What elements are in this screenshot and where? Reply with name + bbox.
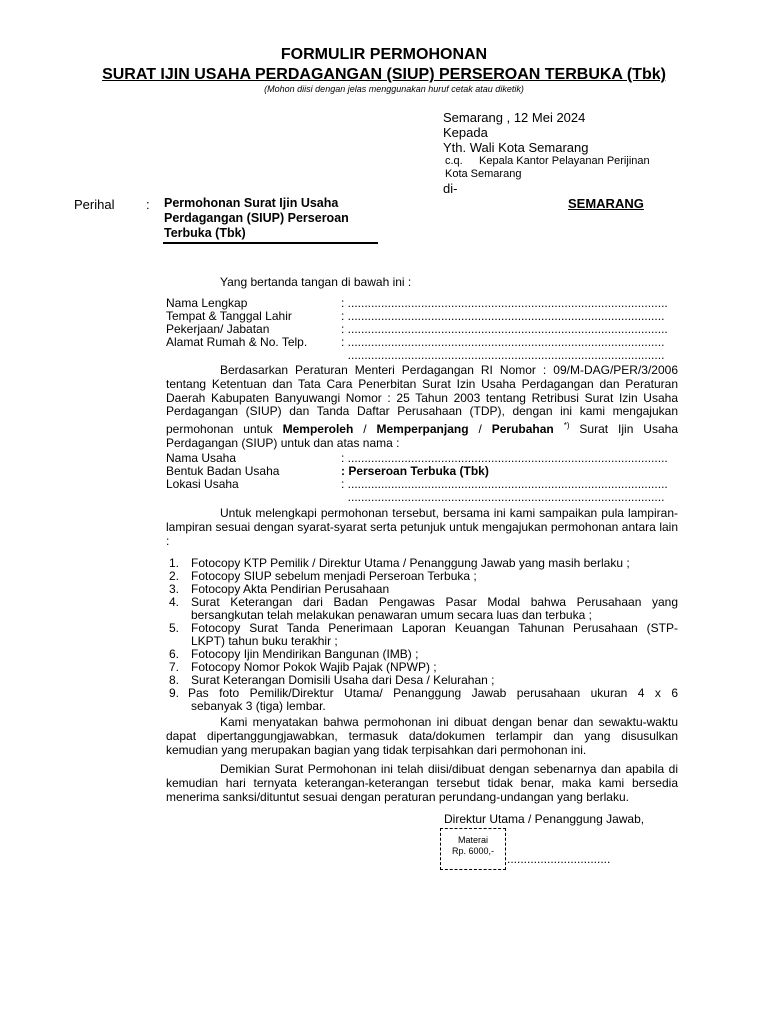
attachment-num: 2.	[169, 569, 180, 583]
materai-label: Materai	[457, 835, 488, 845]
materai-amount: Rp. 6000,-	[451, 846, 495, 856]
option-memperoleh: Memperoleh	[282, 422, 354, 437]
attachment-num: 6.	[169, 647, 180, 661]
address-di: di-	[443, 181, 458, 196]
company-type-label: Bentuk Badan Usaha	[166, 464, 280, 478]
attachment-item: Fotocopy KTP Pemilik / Direktur Utama / Penanggung Jawab yang masih berlaku ;	[191, 556, 630, 570]
attachment-item-cont: LKPT) tahun buku terakhir ;	[191, 634, 338, 648]
company-location-field[interactable]: : ................................................................................................	[341, 477, 668, 491]
attachment-item: Fotocopy Surat Tanda Penerimaan Laporan Keuangan Tahunan Perusahaan (STP-	[191, 621, 678, 635]
company-location-field-extra[interactable]: ...............................................................................................	[341, 490, 665, 504]
address-cq-prefix: c.q.	[445, 155, 463, 167]
address-cq-line2: Kota Semarang	[445, 168, 522, 180]
regulation-text-a: Berdasarkan Peraturan Menteri Perdagangan RI Nomor : 09/M-DAG/PER/3/2006 tentang Ketentuan dan Tata Cara Penerbitan Surat Izin Usaha Perdagangan dan Peraturan Daerah Kabupaten Banyuwangi Nomor : 25 Tahun 2003 tentang Retribusi Surat Izin Usaha Perdagangan (SIUP) dan Tanda Daftar Perusahaan (TDP), dengan ini kami mengajukan permohonan untuk	[166, 363, 678, 437]
attachment-item: Surat Keterangan dari Badan Pengawas Pasar Modal bahwa Perusahaan yang	[191, 595, 678, 609]
attachment-item: Fotocopy SIUP sebelum menjadi Perseroan Terbuka ;	[191, 569, 477, 583]
applicant-job-label: Pekerjaan/ Jabatan	[166, 322, 270, 336]
address-to: Kepada	[443, 125, 488, 140]
statement-paragraph: Kami menyatakan bahwa permohonan ini dibuat dengan benar dan sewaktu-waktu dapat dipertanggungjawabkan, termasuk data/dokumen terlampir dan yang disusulkan kemudian yang merupakan bagian yang tidak terpisahkan dari permohonan ini.	[166, 715, 678, 757]
option-memperpanjang: Memperpanjang	[376, 422, 469, 437]
regulation-paragraph	[166, 364, 678, 451]
form-subtitle: SURAT IJIN USAHA PERDAGANGAN (SIUP) PERSEROAN TERBUKA (Tbk)	[102, 66, 666, 83]
company-name-field[interactable]: : ................................................................................................	[341, 451, 668, 465]
applicant-address-label: Alamat Rumah & No. Telp.	[166, 335, 308, 349]
applicant-job-field[interactable]: : ................................................................................................	[341, 322, 668, 336]
attachment-item-cont: sebanyak 3 (tiga) lembar.	[191, 699, 326, 713]
attachment-item: Surat Keterangan Domisili Usaha dari Desa / Kelurahan ;	[191, 673, 495, 687]
attachment-num: 9.	[169, 686, 180, 700]
attachment-item: Fotocopy Nomor Pokok Wajib Pajak (NPWP) ;	[191, 660, 437, 674]
signature-title: Direktur Utama / Penanggung Jawab,	[444, 812, 645, 826]
attachment-num: 5.	[169, 621, 180, 635]
materai-stamp-box	[440, 828, 506, 870]
attachment-num: 1.	[169, 556, 180, 570]
attachment-num: 7.	[169, 660, 180, 674]
perihal-label: Perihal	[74, 197, 115, 212]
attachments-intro: Untuk melengkapi permohonan tersebut, bersama ini kami sampaikan pula lampiran-lampiran sesuai dengan syarat-syarat serta petunjuk untuk mengajukan permohonan antara lain :	[166, 506, 678, 548]
signature-name-line[interactable]: ...............................	[507, 852, 611, 866]
option-separator: /	[363, 422, 367, 437]
attachment-num: 3.	[169, 582, 180, 596]
address-city: SEMARANG	[568, 196, 644, 211]
applicant-name-label: Nama Lengkap	[166, 296, 248, 310]
company-location-label: Lokasi Usaha	[166, 477, 239, 491]
intro-text: Yang bertanda tangan di bawah ini :	[220, 275, 412, 289]
company-type-value: : Perseroan Terbuka (Tbk)	[341, 464, 489, 478]
closing-paragraph: Demikian Surat Permohonan ini telah diisi/dibuat dengan sebenarnya dan apabila di kemudian hari ternyata keterangan-keterangan tersebut tidak benar, maka kami bersedia menerima sanksi/dituntut sesuai dengan peraturan perundang-undangan yang berlaku.	[166, 762, 678, 804]
address-cq-line1: Kepala Kantor Pelayanan Perijinan	[479, 155, 650, 167]
address-recipient: Yth. Wali Kota Semarang	[443, 140, 589, 155]
attachment-item: Fotocopy Ijin Mendirikan Bangunan (IMB) ;	[191, 647, 419, 661]
company-name-label: Nama Usaha	[166, 451, 237, 465]
attachment-item-cont: bersangkutan telah melakukan penawaran umum secara luas dan terbuka ;	[191, 608, 592, 622]
perihal-line3: Terbuka (Tbk)	[164, 226, 246, 240]
applicant-birth-field[interactable]: : ...............................................................................................	[341, 309, 665, 323]
attachment-item: Pas foto Pemilik/Direktur Utama/ Penanggung Jawab perusahaan ukuran 4 x 6	[188, 686, 678, 700]
regulation-text-b: Surat Ijin Usaha Perdagangan (SIUP) untuk dan atas nama :	[166, 422, 678, 450]
attachment-item: Fotocopy Akta Pendirian Perusahaan	[191, 582, 390, 596]
footnote-marker: *)	[563, 421, 570, 431]
perihal-underline	[163, 242, 378, 244]
perihal-line1: Permohonan Surat Ijin Usaha	[164, 196, 339, 210]
perihal-colon: :	[146, 197, 150, 212]
form-instruction-note: (Mohon diisi dengan jelas menggunakan huruf cetak atau diketik)	[264, 84, 524, 94]
applicant-address-field-extra[interactable]: ...............................................................................................	[341, 348, 665, 362]
applicant-address-field[interactable]: : ...............................................................................................	[341, 335, 665, 349]
perihal-line2: Perdagangan (SIUP) Perseroan	[164, 211, 349, 225]
attachment-num: 4.	[169, 595, 180, 609]
form-title: FORMULIR PERMOHONAN	[280, 46, 488, 63]
place-date: Semarang , 12 Mei 2024	[443, 110, 586, 125]
applicant-birth-label: Tempat & Tanggal Lahir	[166, 309, 292, 323]
option-perubahan: Perubahan	[491, 422, 554, 437]
applicant-name-field[interactable]: : ................................................................................................	[341, 296, 668, 310]
attachment-num: 8.	[169, 673, 180, 687]
option-separator: /	[478, 422, 482, 437]
